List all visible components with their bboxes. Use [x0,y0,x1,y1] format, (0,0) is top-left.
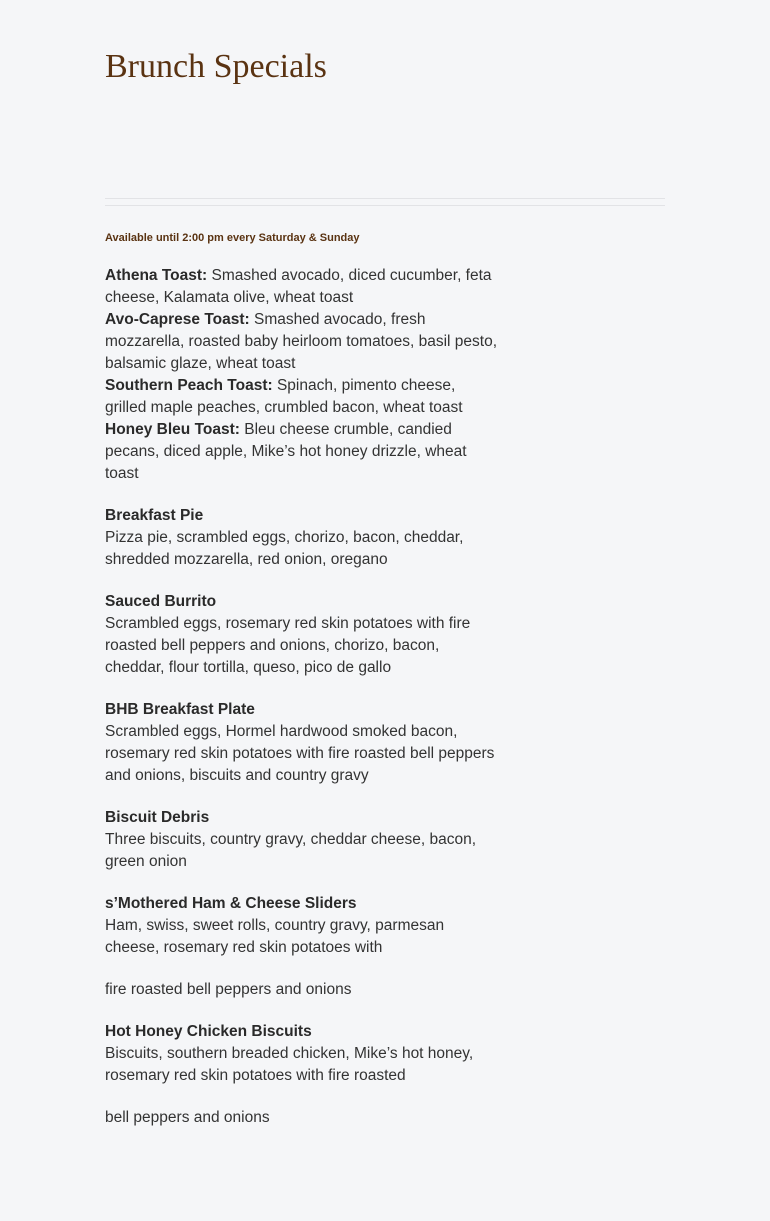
menu-list [105,265,497,1129]
menu-item-desc: Scrambled eggs, Hormel hardwood smoked bacon, rosemary red skin potatoes with fire roasted bell peppers and onions, biscuits and country gravy [105,723,495,784]
menu-item-desc-continued: fire roasted bell peppers and onions [105,981,352,998]
menu-item-name: Biscuit Debris [105,809,210,826]
page-title: Brunch Specials [105,48,327,85]
menu-item-desc: Biscuits, southern breaded chicken, Mike’s hot honey, rosemary red skin potatoes with fire roasted [105,1045,474,1084]
menu-item-desc-continued: bell peppers and onions [105,1109,270,1126]
menu-item-name: Breakfast Pie [105,507,204,524]
menu-item-athena-toast [105,265,497,309]
menu-item-desc: Smashed avocado, fresh mozzarella, roasted baby heirloom tomatoes, basil pesto, balsamic glaze, wheat toast [105,311,498,372]
menu-item-desc: Spinach, pimento cheese, grilled maple peaches, crumbled bacon, wheat toast [105,377,463,416]
menu-item-bhb-breakfast-plate [105,699,497,787]
menu-item-sauced-burrito [105,591,497,679]
menu-item-name: Sauced Burrito [105,593,217,610]
menu-item-biscuit-debris [105,807,497,873]
menu-item-breakfast-pie [105,505,497,571]
menu-item-desc: Ham, swiss, sweet rolls, country gravy, parmesan cheese, rosemary red skin potatoes with [105,917,445,956]
menu-item-desc: Pizza pie, scrambled eggs, chorizo, bacon, cheddar, shredded mozzarella, red onion, oregano [105,529,464,568]
menu-item-name: Hot Honey Chicken Biscuits [105,1023,312,1040]
menu-item-desc: Three biscuits, country gravy, cheddar cheese, bacon, green onion [105,831,477,870]
menu-item-avo-caprese-toast [105,309,497,375]
availability-note: Available until 2:00 pm every Saturday & Sunday [105,232,360,244]
menu-item-name: Honey Bleu Toast: [105,421,240,438]
menu-item-name: BHB Breakfast Plate [105,701,255,718]
divider [105,198,665,206]
menu-item-name: Southern Peach Toast: [105,377,273,394]
menu-item-smothered-sliders [105,893,497,1001]
menu-item-southern-peach-toast [105,375,497,419]
menu-item-desc: Bleu cheese crumble, candied pecans, diced apple, Mike’s hot honey drizzle, wheat toast [105,421,467,482]
menu-item-name: Athena Toast: [105,267,208,284]
menu-item-name: Avo-Caprese Toast: [105,311,250,328]
menu-item-desc: Smashed avocado, diced cucumber, feta cheese, Kalamata olive, wheat toast [105,267,492,306]
menu-item-desc: Scrambled eggs, rosemary red skin potatoes with fire roasted bell peppers and onions, chorizo, bacon, cheddar, flour tortilla, queso, pico de gallo [105,615,471,676]
menu-item-name: s’Mothered Ham & Cheese Sliders [105,895,357,912]
menu-item-honey-bleu-toast [105,419,497,485]
menu-item-hot-honey-chicken-biscuits [105,1021,497,1129]
